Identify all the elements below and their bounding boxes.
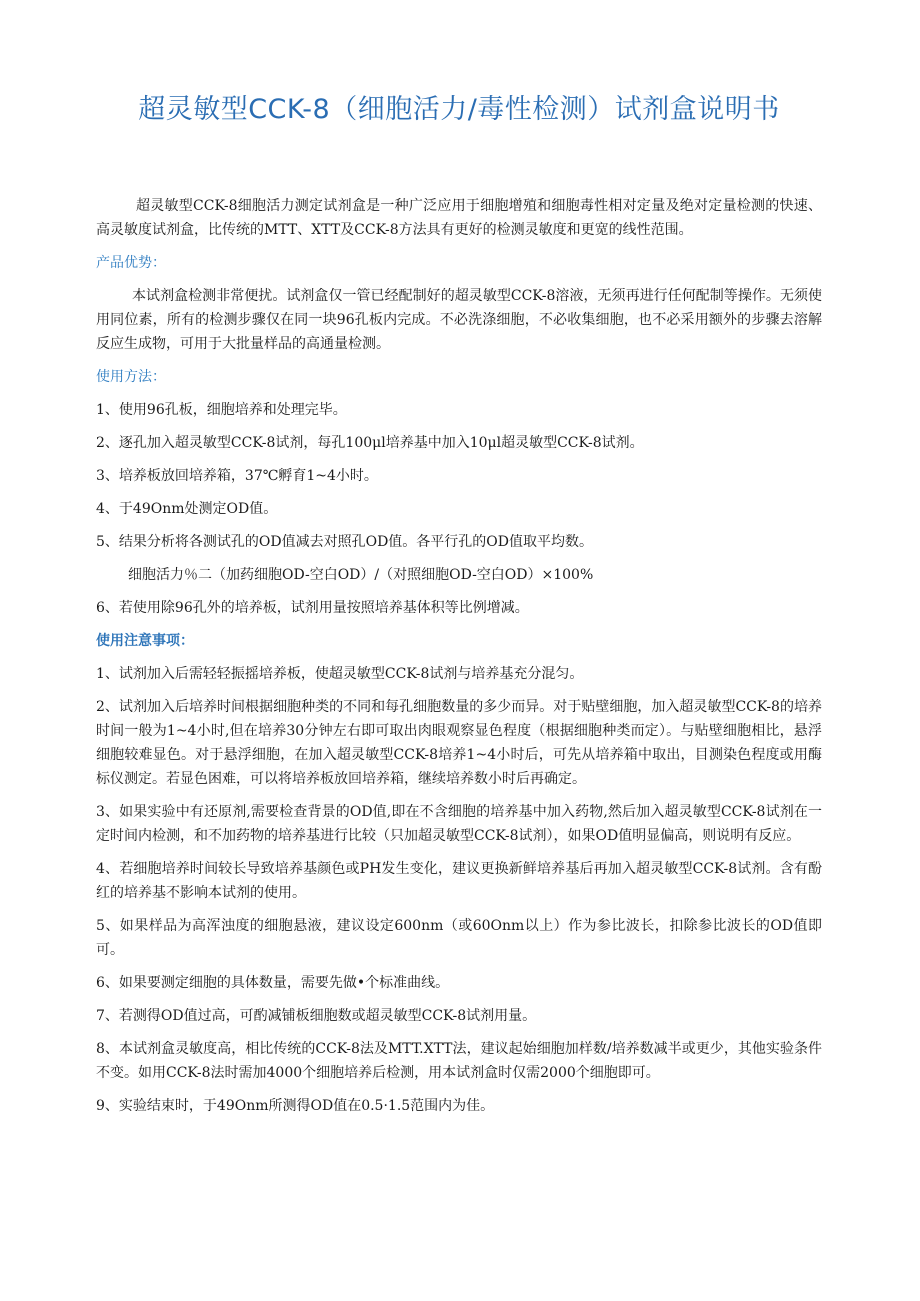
note-item-4: 4、若细胞培养时间较长导致培养基颜色或PH发生变化，建议更换新鲜培养基后再加入超灵敏型CCK-8试剂。含有酚红的培养基不影响本试剂的使用。 <box>96 861 822 901</box>
viability-formula: 细胞活力％二（加药细胞OD-空白OD）/（对照细胞OD-空白OD）×100% <box>128 567 594 583</box>
note-item-8: 8、本试剂盒灵敏度高，相比传统的CCK-8法及MTT.XTT法，建议起始细胞加样数/培养数减半或更少，其他实验条件不变。如用CCK-8法时需加4000个细胞培养后检测，用本试剂盒时仅需2000个细胞即可。 <box>96 1041 822 1081</box>
note-item-5: 5、如果样品为高浑浊度的细胞悬液，建议设定600nm（或60Onm以上）作为参比波长，扣除参比波长的OD值即可。 <box>96 918 822 958</box>
usage-step-6: 6、若使用除96孔外的培养板，试剂用量按照培养基体积等比例增减。 <box>96 600 529 616</box>
usage-step-3: 3、培养板放回培养箱，37℃孵育1~4小时。 <box>96 468 378 484</box>
usage-step-2: 2、逐孔加入超灵敏型CCK-8试剂，每孔100μl培养基中加入10μl超灵敏型CCK-8试剂。 <box>96 435 644 451</box>
usage-step-4: 4、于49Onm处测定OD值。 <box>96 501 278 517</box>
usage-step-5: 5、结果分析将各测试孔的OD值减去对照孔OD值。各平行孔的OD值取平均数。 <box>96 534 594 550</box>
usage-heading: 使用方法： <box>96 369 166 385</box>
document-title: 超灵敏型CCK-8（细胞活力/毒性检测）试剂盒说明书 <box>138 94 780 125</box>
note-item-2: 2、试剂加入后培养时间根据细胞种类的不同和每孔细胞数量的多少而异。对于贴壁细胞，加入超灵敏型CCK-8的培养时间一般为1~4小时,但在培养30分钟左右即可取出肉眼观察显色程度（根据细胞种类而定）。与贴壁细胞相比，悬浮细胞较难显色。对于悬浮细胞，在加入超灵敏型CCK-8培养1~4小时后，可先从培养箱中取出，目测染色程度或用酶标仪测定。若显色困难，可以将培养板放回培养箱，继续培养数小时后再确定。 <box>96 699 822 787</box>
document-page <box>96 0 822 1118</box>
note-item-3: 3、如果实验中有还原剂,需要检查背景的OD值,即在不含细胞的培养基中加入药物,然后加入超灵敏型CCK-8试剂在一定时间内检测，和不加药物的培养基进行比较（只加超灵敏型CCK-8试剂），如果OD值明显偏高，则说明有反应。 <box>96 804 822 844</box>
notes-heading: 使用注意事项： <box>96 633 194 649</box>
intro-paragraph: 超灵敏型CCK-8细胞活力测定试剂盒是一种广泛应用于细胞增殖和细胞毒性相对定量及绝对定量检测的快速、高灵敏度试剂盒，比传统的MTT、XTT及CCK-8方法具有更好的检测灵敏度和更宽的线性范围。 <box>96 198 822 238</box>
note-item-6: 6、如果要测定细胞的具体数量，需要先做•个标准曲线。 <box>96 975 450 991</box>
advantages-heading: 产品优势： <box>96 255 166 271</box>
usage-step-1: 1、使用96孔板，细胞培养和处理完毕。 <box>96 402 347 418</box>
note-item-1: 1、试剂加入后需轻轻振摇培养板，使超灵敏型CCK-8试剂与培养基充分混匀。 <box>96 666 584 682</box>
note-item-9: 9、实验结束时，于49Onm所测得OD值在0.5·1.5范围内为佳。 <box>96 1098 495 1114</box>
note-item-7: 7、若测得OD值过高，可酌减铺板细胞数或超灵敏型CCK-8试剂用量。 <box>96 1008 537 1024</box>
advantages-paragraph: 本试剂盒检测非常便扰。试剂盒仅一管已经配制好的超灵敏型CCK-8溶液，无须再进行任何配制等操作。无须使用同位素，所有的检测步骤仅在同一块96孔板内完成。不必洗涤细胞，不必收集细胞，也不必采用额外的步骤去溶解反应生成物，可用于大批量样品的高通量检测。 <box>96 288 822 352</box>
